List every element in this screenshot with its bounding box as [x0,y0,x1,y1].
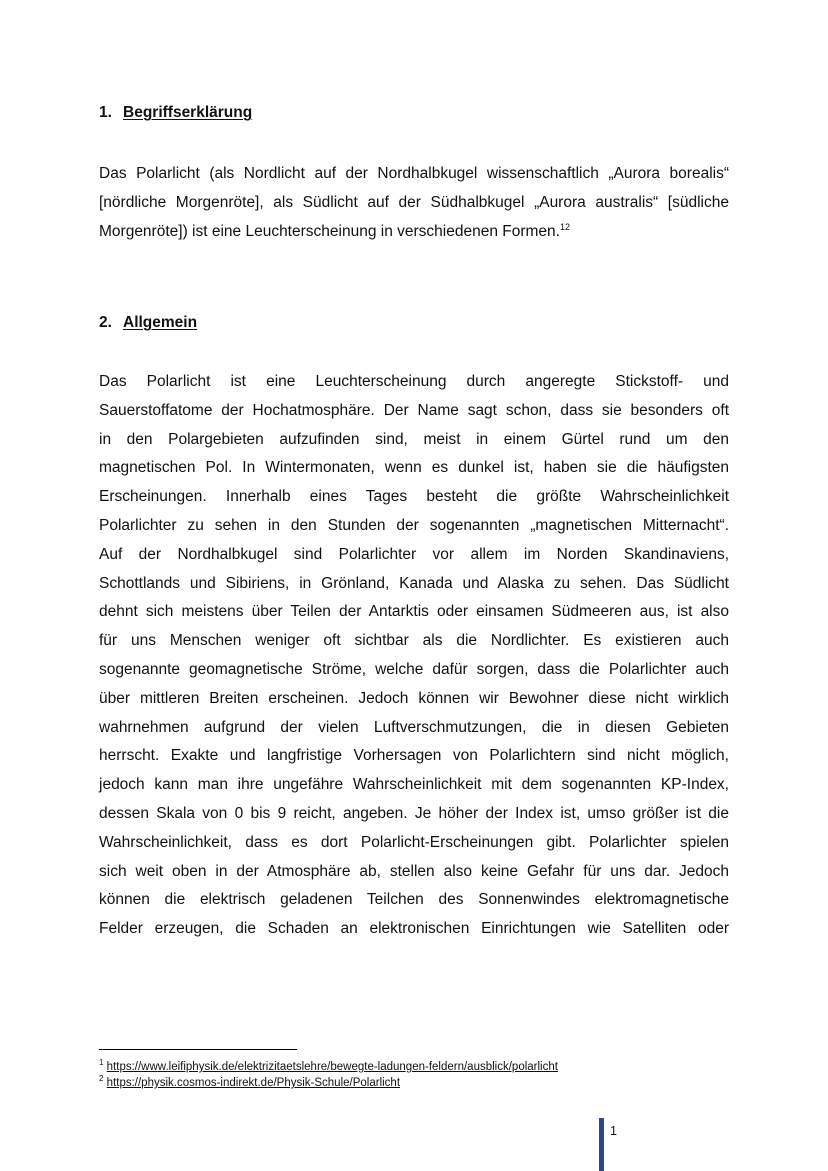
text-line: Felder erzeugen, die Schaden an elektronischen Einrichtungen wie Satelliten oder [99,920,729,938]
text-line: Erscheinungen. Innerhalb eines Tages besteht die größte Wahrscheinlichkeit [99,488,729,506]
footnote-link[interactable]: https://physik.cosmos-indirekt.de/Physik-Schule/Polarlicht [106,1077,401,1089]
footnote-marker: 1 [99,1058,104,1068]
text-line: wahrnehmen aufgrund der vielen Luftverschmutzungen, die in diesen Gebieten [99,718,729,736]
text-line [99,218,729,247]
paragraph-begriffserklaerung [99,160,729,246]
text-line: dessen Skala von 0 bis 9 reicht, angeben. Je höher der Index ist, umso größer ist die [99,804,729,822]
page-number-bar [599,1118,604,1171]
text-line: Sauerstoffatome der Hochatmosphäre. Der Name sagt schon, dass sie besonders oft [99,401,729,419]
text-line: in den Polargebieten aufzufinden sind, meist in einem Gürtel rund um den [99,430,729,448]
footnote-marker: 2 [99,1074,104,1084]
text-line-content: Morgenröte]) ist eine Leuchterscheinung in verschiedenen Formen. [99,222,560,240]
text-line: können die elektrisch geladenen Teilchen des Sonnenwindes elektromagnetische [99,891,729,909]
section-heading-allgemein [99,314,197,332]
paragraph-allgemein [99,368,729,944]
text-line: sogenannte geomagnetische Ströme, welche dafür sorgen, dass die Polarlichter auch [99,660,729,678]
section-number: 1. [99,104,112,121]
text-line: Das Polarlicht (als Nordlicht auf der Nordhalbkugel wissenschaftlich „Aurora borealis“ [99,165,729,182]
section-title: Begriffserklärung [123,104,253,121]
text-line: magnetischen Pol. In Wintermonaten, wenn es dunkel ist, haben sie die häufigsten [99,459,729,477]
text-line: Polarlichter zu sehen in den Stunden der sogenannten „magnetischen Mitternacht“. [99,516,729,534]
text-line: sich weit oben in der Atmosphäre ab, stellen also keine Gefahr für uns dar. Jedoch [99,862,729,880]
footnote-reference[interactable]: 12 [559,221,570,232]
footnote-2 [99,1075,558,1091]
text-line: für uns Menschen weniger oft sichtbar als die Nordlichter. Es existieren auch [99,632,729,650]
text-line: [nördliche Morgenröte], als Südlicht auf der Südhalbkugel „Aurora australis“ [südliche [99,193,729,211]
text-line: Wahrscheinlichkeit, dass es dort Polarlicht-Erscheinungen gibt. Polarlichter spielen [99,833,729,851]
text-line: über mittleren Breiten erscheinen. Jedoch können wir Bewohner diese nicht wirklich [99,689,729,707]
section-heading-begriffserklaerung [99,104,252,122]
text-line: Auf der Nordhalbkugel sind Polarlichter vor allem im Norden Skandinaviens, [99,545,729,563]
text-line: Das Polarlicht ist eine Leuchterscheinung durch angeregte Stickstoff- und [99,373,729,390]
footnotes [99,1059,558,1091]
footnote-separator [99,1049,297,1050]
section-number: 2. [99,314,112,331]
text-line: jedoch kann man ihre ungefähre Wahrscheinlichkeit mit dem sogenannten KP-Index, [99,776,729,794]
text-line: herrscht. Exakte und langfristige Vorhersagen von Polarlichtern sind nicht möglich, [99,747,729,765]
page-number: 1 [610,1124,617,1138]
section-title: Allgemein [123,314,198,331]
text-line: Schottlands und Sibiriens, in Grönland, Kanada und Alaska zu sehen. Das Südlicht [99,574,729,592]
text-line: dehnt sich meistens über Teilen der Antarktis oder einsamen Südmeeren aus, ist also [99,603,729,621]
footnote-1 [99,1059,558,1075]
footnote-link[interactable]: https://www.leifiphysik.de/elektrizitaetslehre/bewegte-ladungen-feldern/ausblick/polarlicht [106,1061,558,1073]
